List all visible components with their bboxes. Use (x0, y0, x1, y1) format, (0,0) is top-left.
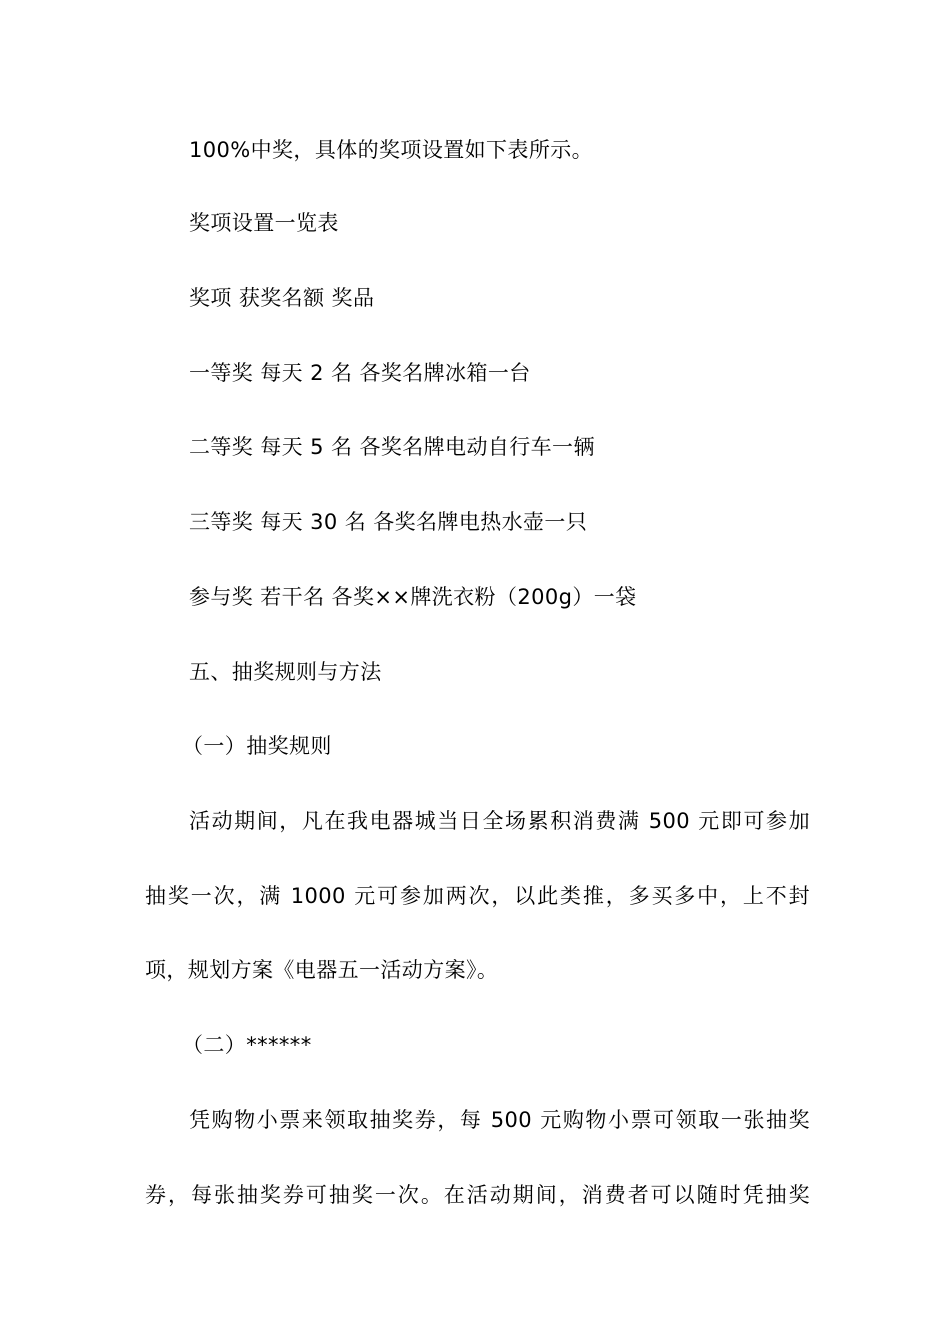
prize-row-first: 一等奖 每天 2 名 各奖名牌冰箱一台 (189, 361, 531, 385)
section-heading: 五、抽奖规则与方法 (189, 660, 382, 684)
subsection-heading-rules: （一）抽奖规则 (182, 734, 332, 758)
paragraph-line: 抽奖一次，满 1000 元可参加两次，以此类推，多买多中，上不封 (145, 884, 810, 908)
prize-row-third: 三等奖 每天 30 名 各奖名牌电热水壶一只 (189, 510, 588, 534)
paragraph-line: 项，规划方案《电器五一活动方案》。 (145, 958, 499, 982)
subsection-heading-second: （二）****** (182, 1033, 312, 1057)
table-header-row: 奖项 获奖名额 奖品 (189, 286, 375, 310)
paragraph-line: 活动期间，凡在我电器城当日全场累积消费满 500 元即可参加 (189, 809, 810, 833)
table-title: 奖项设置一览表 (189, 211, 339, 235)
prize-row-participation: 参与奖 若干名 各奖××牌洗衣粉（200g）一袋 (189, 585, 637, 609)
paragraph-line: 券，每张抽奖券可抽奖一次。在活动期间，消费者可以随时凭抽奖 (145, 1183, 810, 1207)
prize-row-second: 二等奖 每天 5 名 各奖名牌电动自行车一辆 (189, 435, 595, 459)
paragraph-line: 凭购物小票来领取抽奖券，每 500 元购物小票可领取一张抽奖 (189, 1108, 810, 1132)
intro-line: 100%中奖，具体的奖项设置如下表所示。 (189, 138, 594, 162)
